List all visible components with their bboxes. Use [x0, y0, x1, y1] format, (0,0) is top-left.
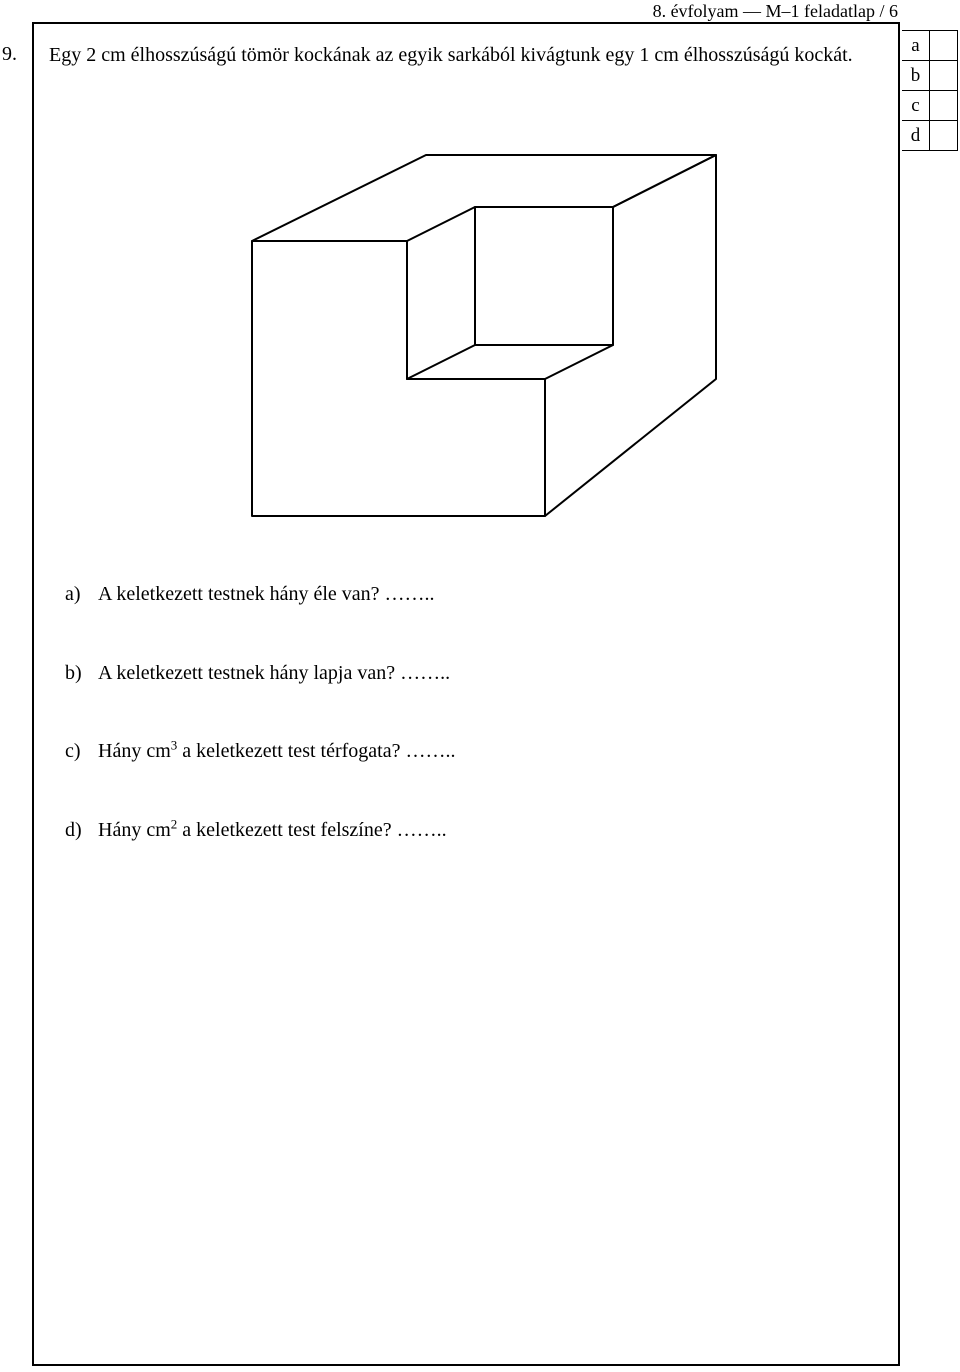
score-label-a: a: [902, 31, 930, 61]
page-header: 8. évfolyam — M–1 feladatlap / 6: [652, 1, 898, 21]
question-d-text: Hány cm: [98, 819, 171, 841]
question-a-answer-blank[interactable]: ……..: [384, 583, 435, 605]
question-d-letter: d): [65, 819, 82, 841]
score-label-c: c: [902, 91, 930, 121]
question-b-answer-blank[interactable]: ……..: [400, 662, 451, 684]
question-d-text-rest: a keletkezett test felszíne?: [177, 819, 392, 841]
task-number: 9.: [2, 43, 17, 65]
score-label-d: d: [902, 121, 930, 151]
question-c-text-rest: a keletkezett test térfogata?: [177, 740, 401, 762]
question-c-text: Hány cm: [98, 740, 171, 762]
question-a-text: A keletkezett testnek hány éle van?: [98, 583, 380, 605]
cavity-bottom-left-edge: [407, 345, 475, 379]
cube-right-face: [545, 155, 716, 516]
question-b-text: A keletkezett testnek hány lapja van?: [98, 662, 396, 684]
question-d: [65, 818, 447, 842]
question-a-letter: a): [65, 583, 81, 605]
question-c-exponent: 3: [170, 737, 178, 753]
question-b-letter: b): [65, 662, 82, 684]
question-a: [65, 582, 435, 606]
question-b: [65, 661, 450, 685]
cube-top-face: [252, 155, 716, 241]
question-d-exponent: 2: [170, 816, 178, 832]
question-c-letter: c): [65, 740, 81, 762]
question-c: [65, 739, 455, 763]
question-c-answer-blank[interactable]: ……..: [405, 740, 456, 762]
question-d-answer-blank[interactable]: ……..: [396, 819, 447, 841]
score-label-b: b: [902, 61, 930, 91]
cube-front-face: [252, 241, 545, 516]
task-text: Egy 2 cm élhosszúságú tömör kockának az egyik sarkából kivágtunk egy 1 cm élhosszúságú kockát.: [49, 44, 853, 66]
cube-with-corner-cut-figure: [0, 0, 960, 560]
